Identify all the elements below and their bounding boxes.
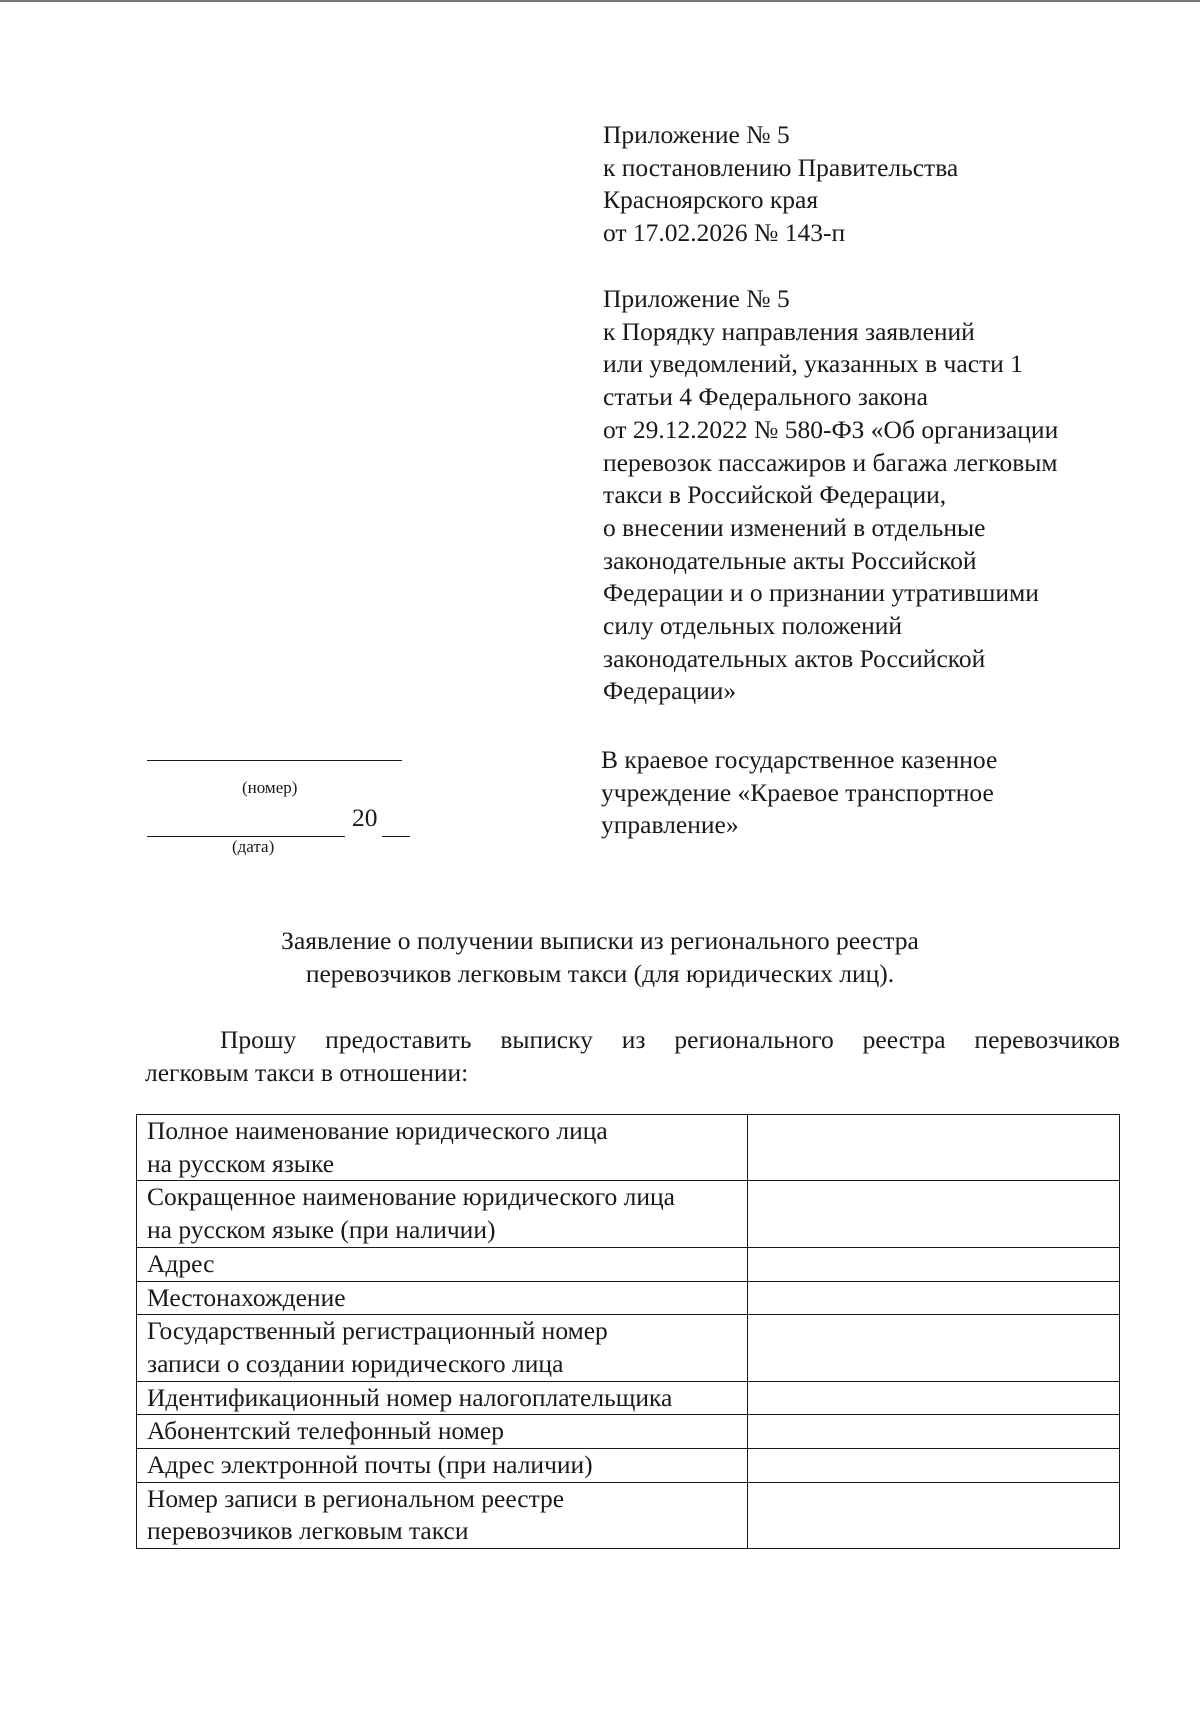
label-line: на русском языке (147, 1148, 335, 1178)
table-row (137, 1181, 1120, 1247)
table-row (137, 1115, 1120, 1181)
appendix-line: от 29.12.2022 № 580-ФЗ «Об организации (603, 414, 1059, 444)
row-label-ogrn (137, 1315, 748, 1381)
value-field-registry-number[interactable] (747, 1482, 1119, 1548)
table-row (137, 1281, 1120, 1315)
year-prefix: 20 (352, 803, 378, 832)
number-caption: (номер) (242, 778, 298, 797)
label-line: перевозчиков легковым такси (147, 1516, 469, 1546)
appendix-line: силу отдельных положений (603, 611, 903, 641)
label-line: Абонентский телефонный номер (147, 1416, 504, 1446)
appendix-line: законодательные акты Российской (603, 545, 977, 575)
label-line: записи о создании юридического лица (147, 1348, 564, 1378)
value-field-ogrn[interactable] (747, 1315, 1119, 1381)
label-line: Государственный регистрационный номер (147, 1316, 608, 1346)
row-label-email (137, 1449, 748, 1483)
table-row (137, 1482, 1120, 1548)
value-field-email[interactable] (747, 1449, 1119, 1483)
date-caption: (дата) (232, 837, 275, 856)
row-label-full-name (137, 1115, 748, 1181)
table-row (137, 1315, 1120, 1381)
row-label-short-name (137, 1181, 748, 1247)
appendix-line: Красноярского края (603, 185, 819, 215)
table-row (137, 1449, 1120, 1483)
row-label-address (137, 1247, 748, 1281)
label-line: Сокращенное наименование юридического лица (147, 1182, 675, 1212)
appendix-header-resolution (603, 119, 958, 250)
value-field-short-name[interactable] (747, 1181, 1119, 1247)
value-field-full-name[interactable] (747, 1115, 1119, 1181)
appendix-line: Федерации и о признании утратившими (603, 578, 1039, 608)
appendix-header-procedure (603, 283, 1058, 708)
value-field-inn[interactable] (747, 1381, 1119, 1415)
appendix-line: законодательных актов Российской (603, 643, 986, 673)
request-line: Прошу предоставить выписку из регионального реестра перевозчиков (220, 1025, 1120, 1054)
appendix-line: Федерации» (603, 676, 737, 706)
title-line: перевозчиков легковым такси (для юридических лиц). (305, 958, 895, 988)
scan-top-edge (0, 0, 1200, 2)
value-field-phone[interactable] (747, 1415, 1119, 1449)
document-title (140, 925, 1060, 990)
row-label-location (137, 1281, 748, 1315)
appendix-line: или уведомлений, указанных в части 1 (603, 349, 1023, 379)
addressee-line: учреждение «Краевое транспортное (601, 777, 994, 807)
appendix-line: к постановлению Правительства (603, 152, 959, 182)
row-label-phone (137, 1415, 748, 1449)
appendix-line: к Порядку направления заявлений (603, 316, 975, 346)
addressee-line: В краевое государственное казенное (601, 745, 998, 774)
label-line: Полное наименование юридического лица (147, 1116, 608, 1145)
title-line: Заявление о получении выписки из регионального реестра (281, 926, 919, 955)
addressee-line: управление» (601, 810, 739, 840)
label-line: на русском языке (при наличии) (147, 1215, 496, 1245)
appendix-line: перевозок пассажиров и багажа легковым (603, 447, 1058, 477)
table-row (137, 1247, 1120, 1281)
request-paragraph (145, 1024, 1120, 1089)
value-field-address[interactable] (747, 1247, 1119, 1281)
value-field-location[interactable] (747, 1281, 1119, 1315)
applicant-data-table (136, 1114, 1120, 1549)
appendix-line: Приложение № 5 (603, 120, 790, 149)
table-row (137, 1415, 1120, 1449)
addressee-block (601, 744, 997, 842)
request-line: легковым такси в отношении: (145, 1057, 469, 1087)
label-line: Адрес (147, 1248, 215, 1278)
label-line: Номер записи в региональном реестре (147, 1483, 565, 1513)
table-row (137, 1381, 1120, 1415)
label-line: Адрес электронной почты (при наличии) (147, 1450, 593, 1480)
appendix-line: статьи 4 Федерального закона (603, 382, 928, 412)
number-blank-line[interactable] (147, 760, 402, 761)
year-blank-line[interactable] (382, 836, 410, 837)
label-line: Идентификационный номер налогоплательщика (147, 1382, 673, 1412)
row-label-inn (137, 1381, 748, 1415)
appendix-line: такси в Российской Федерации, (603, 480, 947, 510)
appendix-line: от 17.02.2026 № 143-п (603, 218, 846, 248)
row-label-registry-number (137, 1482, 748, 1548)
appendix-line: о внесении изменений в отдельные (603, 512, 986, 542)
appendix-line: Приложение № 5 (603, 284, 790, 313)
label-line: Местонахождение (147, 1282, 346, 1312)
